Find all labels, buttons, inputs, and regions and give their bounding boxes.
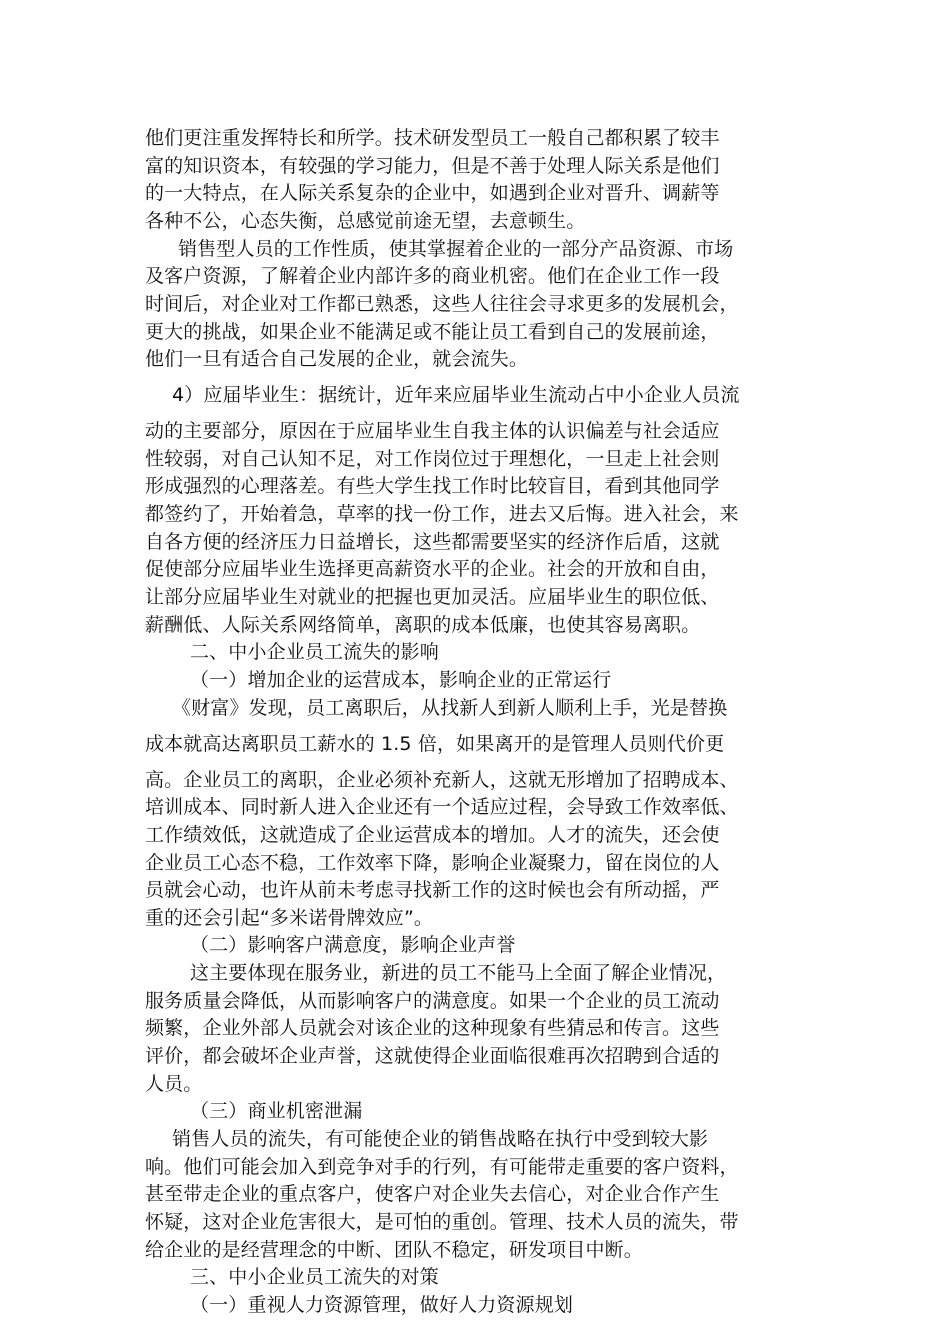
text-line: 时间后，对企业对工作都已熟悉，这些人往往会寻求更多的发展机会，: [145, 293, 739, 315]
text-line: 销售人员的流失，有可能使企业的销售战略在执行中受到较大影: [172, 1128, 709, 1150]
subsection-heading: （一）重视人力资源管理，做好人力资源规划: [190, 1294, 574, 1316]
text-line: 响。他们可能会加入到竞争对手的行列，有可能带走重要的客户资料，: [145, 1156, 739, 1178]
text-line: 让部分应届毕业生对就业的把握也更加灵活。应届毕业生的职位低、: [145, 586, 720, 608]
text-line: 频繁，企业外部人员就会对该企业的这种现象有些猜忌和传言。这些: [145, 1017, 720, 1039]
text-line: 及客户资源，了解着企业内部许多的商业机密。他们在企业工作一段: [145, 265, 720, 287]
text-line: 促使部分应届毕业生选择更高薪资水平的企业。社会的开放和自由，: [145, 558, 720, 580]
text-line: 培训成本、同时新人进入企业还有一个适应过程，会导致工作效率低、: [145, 796, 739, 818]
text-line: 4）应届毕业生：据统计，近年来应届毕业生流动占中小企业人员流: [172, 384, 740, 406]
text-line: 怀疑，这对企业危害很大，是可怕的重创。管理、技术人员的流失，带: [145, 1211, 739, 1233]
text-line: 他们一旦有适合自己发展的企业，就会流失。: [145, 348, 529, 370]
text-line: 各种不公，心态失衡，总感觉前途无望，去意顿生。: [145, 210, 586, 232]
text-line: 员就会心动，也许从前未考虑寻找新工作的这时候也会有所动摇，严: [145, 879, 720, 901]
text-line: 都签约了，开始着急，草率的找一份工作，进去又后悔。进入社会，来: [145, 503, 739, 525]
subsection-heading: （二）影响客户满意度，影响企业声誉: [190, 934, 516, 956]
text-line: 成本就高达离职员工薪水的 1.5 倍，如果离开的是管理人员则代价更: [145, 733, 725, 755]
section-heading: 三、中小企业员工流失的对策: [190, 1266, 439, 1288]
text-line: 《财富》发现，员工离职后，从找新人到新人顺利上手，光是替换: [172, 697, 728, 719]
text-line: 他们更注重发挥特长和所学。技术研发型员工一般自己都积累了较丰: [145, 127, 720, 149]
text-line: 动的主要部分，原因在于应届毕业生自我主体的认识偏差与社会适应: [145, 420, 720, 442]
text-line: 重的还会引起“多米诺骨牌效应”。: [145, 907, 434, 929]
text-line: 销售型人员的工作性质，使其掌握着企业的一部分产品资源、市场: [178, 238, 734, 260]
subsection-heading: （一）增加企业的运营成本，影响企业的正常运行: [190, 669, 612, 691]
text-line: 性较弱，对自己认知不足，对工作岗位过于理想化，一旦走上社会则: [145, 448, 720, 470]
text-line: 薪酬低、人际关系网络简单，离职的成本低廉，也使其容易离职。: [145, 614, 701, 636]
text-line: 形成强烈的心理落差。有些大学生找工作时比较盲目，看到其他同学: [145, 475, 720, 497]
subsection-heading: （三）商业机密泄漏: [190, 1100, 363, 1122]
text-line: 富的知识资本，有较强的学习能力，但是不善于处理人际关系是他们: [145, 155, 720, 177]
text-line: 服务质量会降低，从而影响客户的满意度。如果一个企业的员工流动: [145, 990, 720, 1012]
text-line: 的一大特点，在人际关系复杂的企业中，如遇到企业对晋升、调薪等: [145, 182, 720, 204]
text-line: 甚至带走企业的重点客户，使客户对企业失去信心，对企业合作产生: [145, 1183, 720, 1205]
text-line: 自各方便的经济压力日益增长，这些都需要坚实的经济作后盾，这就: [145, 531, 720, 553]
section-heading: 二、中小企业员工流失的影响: [190, 641, 439, 663]
text-line: 更大的挑战，如果企业不能满足或不能让员工看到自己的发展前途，: [145, 321, 720, 343]
text-line: 评价，都会破坏企业声誉，这就使得企业面临很难再次招聘到合适的: [145, 1045, 720, 1067]
text-line: 工作绩效低，这就造成了企业运营成本的增加。人才的流失，还会使: [145, 824, 720, 846]
text-line: 这主要体现在服务业，新进的员工不能马上全面了解企业情况，: [190, 962, 727, 984]
text-line: 企业员工心态不稳，工作效率下降，影响企业凝聚力，留在岗位的人: [145, 852, 720, 874]
text-line: 人员。: [145, 1073, 203, 1095]
text-line: 给企业的是经营理念的中断、团队不稳定，研发项目中断。: [145, 1239, 643, 1261]
text-line: 高。企业员工的离职，企业必须补充新人，这就无形增加了招聘成本、: [145, 769, 739, 791]
